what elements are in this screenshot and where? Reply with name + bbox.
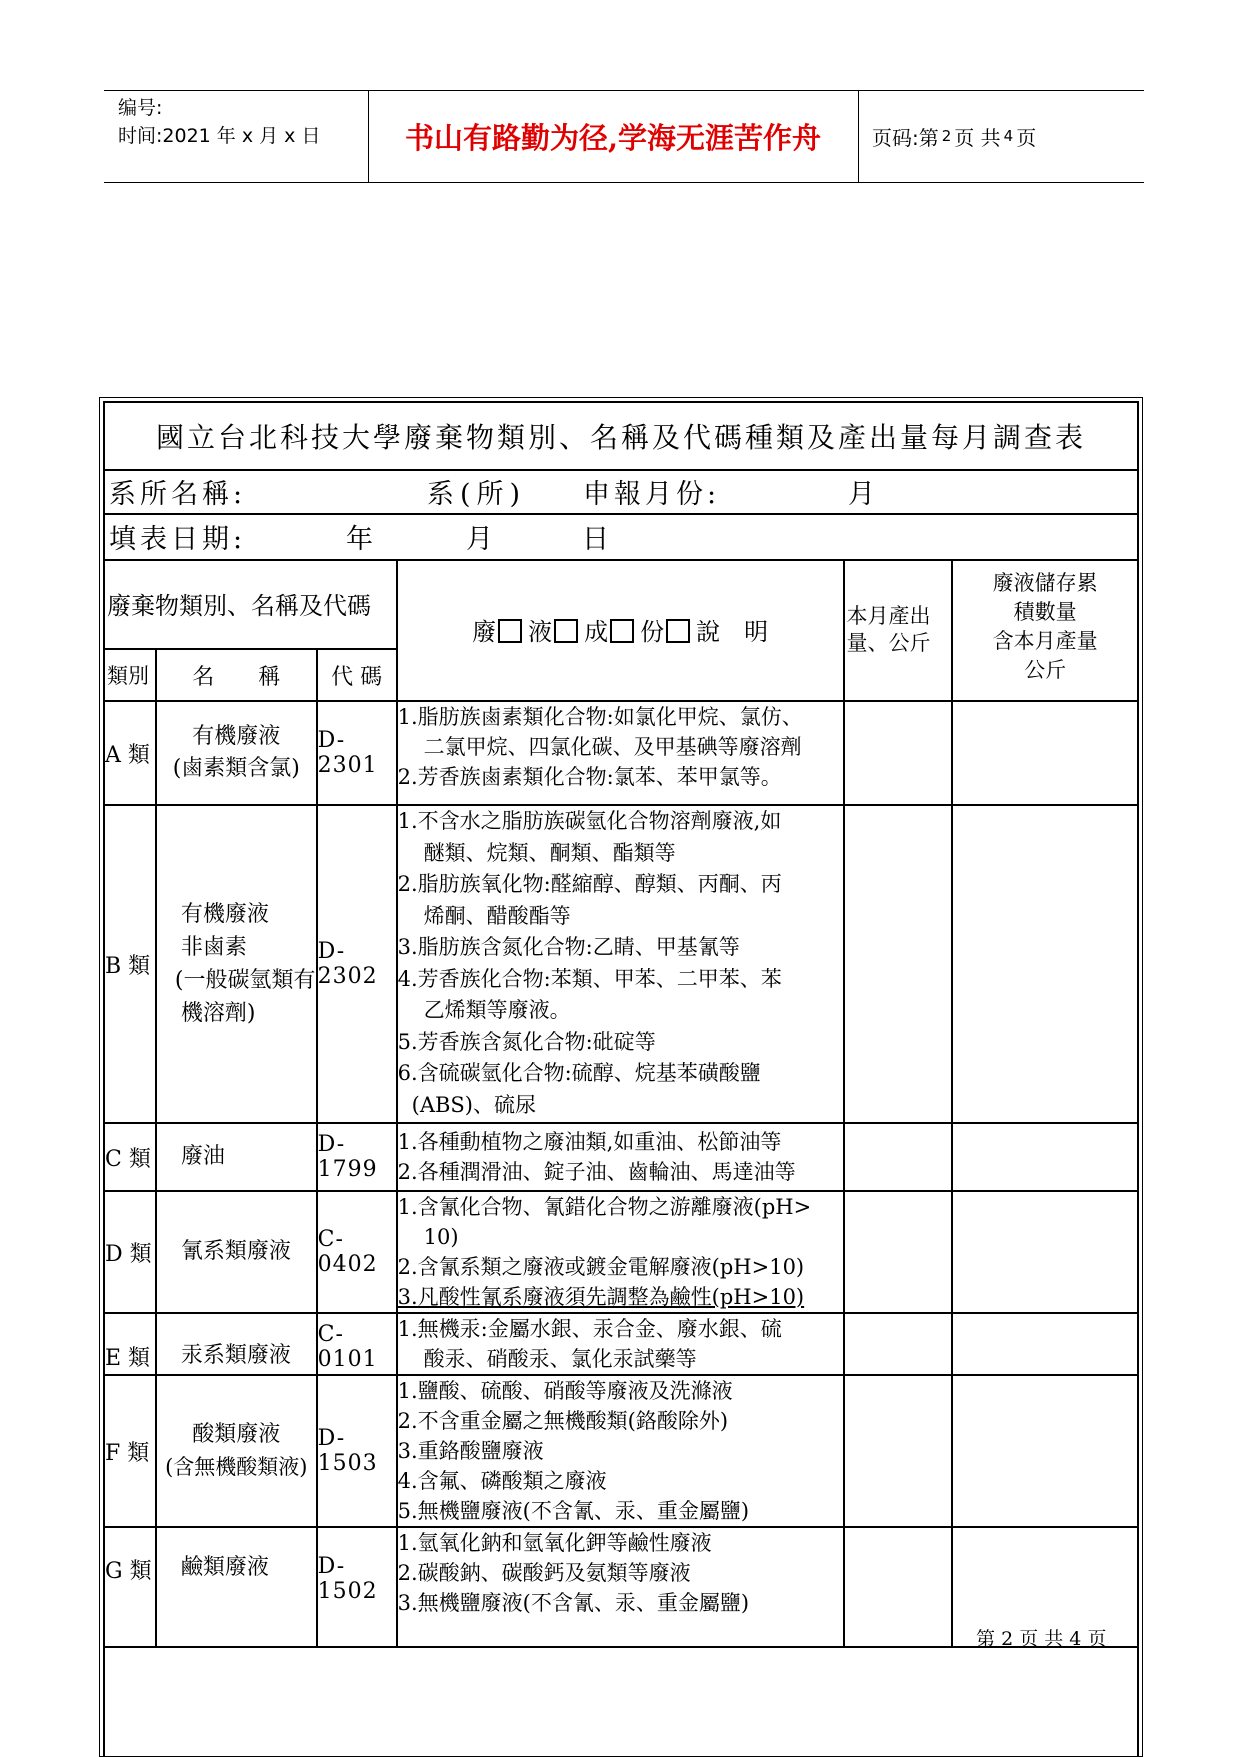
head-name: 名 稱 [156, 649, 317, 701]
desc-cell [397, 1527, 844, 1647]
class-cell: F 類 [105, 1375, 156, 1527]
class-cell: D 類 [105, 1191, 156, 1313]
footer-total: 4 [1069, 1628, 1082, 1650]
month-output-cell[interactable] [844, 1123, 953, 1191]
table-row [105, 1123, 1137, 1191]
desc-line: 酸汞、硝酸汞、氯化汞試藥等 [423, 1347, 697, 1371]
desc-cell [397, 805, 844, 1123]
code-cell: D-2301 [317, 701, 397, 805]
checkbox-square [666, 619, 690, 643]
header-bottom-rule [104, 182, 1144, 183]
year-unit: 年 [346, 523, 373, 555]
name-line: 機溶劑) [180, 1001, 256, 1026]
name-cell: 鹼類廢液 [156, 1527, 317, 1647]
page-num: 2 [941, 127, 952, 145]
table-row [105, 701, 1137, 805]
desc-line: 3.凡酸性氰系廢液須先調整為鹼性(pH>10) [397, 1285, 805, 1309]
footer-num: 2 [1001, 1628, 1014, 1650]
header-page-number [872, 90, 1036, 182]
storage-cell[interactable] [952, 1191, 1137, 1313]
storage-cell[interactable] [952, 1375, 1137, 1527]
desc-cell [397, 1375, 844, 1527]
name-cell [156, 701, 317, 805]
month-output-cell[interactable] [844, 1527, 953, 1647]
desc-line: 2.含氰系類之廢液或鍍金電解廢液(pH>10) [397, 1255, 805, 1279]
desc-line: 1.氫氧化鈉和氫氧化鉀等鹼性廢液 [397, 1531, 712, 1555]
head-desc [397, 559, 844, 701]
report-month-label: 申報月份: [583, 478, 721, 510]
head-store-line: 公斤 [1024, 658, 1067, 682]
desc-cell [397, 1191, 844, 1313]
desc-line: 2.各種潤滑油、錠子油、齒輪油、馬達油等 [397, 1160, 796, 1184]
name-line: 有機廢液 [180, 902, 269, 927]
desc-line: 4.含氟、磷酸類之廢液 [397, 1469, 607, 1493]
desc-cell [397, 701, 844, 805]
desc-line: 4.芳香族化合物:苯類、甲苯、二甲苯、苯 [397, 966, 782, 991]
desc-line: 2.芳香族鹵素類化合物:氯苯、苯甲氯等。 [397, 765, 782, 789]
footer-prefix: 第 [976, 1628, 996, 1650]
class-cell: B 類 [105, 805, 156, 1123]
name-line: (鹵素類含氯) [172, 756, 300, 781]
motto: 书山有路勤为径,学海无涯苦作舟 [404, 120, 822, 155]
dept-unit: 系(所) [427, 478, 527, 510]
head-class: 類別 [105, 649, 156, 701]
desc-line: 3.脂肪族含氮化合物:乙睛、甲基氰等 [397, 935, 740, 959]
header-meta [118, 94, 320, 150]
class-cell: E 類 [105, 1313, 156, 1375]
serial-label: 编号: [118, 97, 163, 119]
head-month-output [844, 559, 953, 701]
head-desc-part: 液 [528, 618, 553, 646]
desc-line: 3.重鉻酸鹽廢液 [397, 1439, 544, 1463]
code-cell: D-1799 [317, 1123, 397, 1191]
class-cell: G 類 [105, 1527, 156, 1647]
month-unit: 月 [466, 523, 493, 555]
month-output-cell[interactable] [844, 1375, 953, 1527]
name-cell [156, 1375, 317, 1527]
day-unit: 日 [582, 523, 609, 555]
head-storage [952, 559, 1137, 701]
page-mid: 页 共 [954, 125, 1001, 150]
storage-cell[interactable] [952, 1123, 1137, 1191]
storage-cell[interactable] [952, 805, 1137, 1123]
survey-form [99, 397, 1143, 1757]
month-output-cell[interactable] [844, 701, 953, 805]
desc-line: 1.含氰化合物、氰錯化合物之游離廢液(pH> [397, 1195, 812, 1219]
table-row [105, 1375, 1137, 1527]
desc-line: 1.不含水之脂肪族碳氫化合物溶劑廢液,如 [397, 809, 782, 833]
table-row [105, 1313, 1137, 1375]
table-row [105, 1191, 1137, 1313]
desc-line: 二氯甲烷、四氯化碳、及甲基碘等廢溶劑 [423, 735, 802, 759]
fill-date-label: 填表日期: [109, 523, 247, 555]
waste-table [105, 559, 1137, 1648]
form-title: 國立台北科技大學廢棄物類別、名稱及代碼種類及產出量每月調查表 [105, 403, 1137, 471]
desc-line: 5.無機鹽廢液(不含氰、汞、重金屬鹽) [397, 1499, 750, 1523]
desc-line: 烯酮、醋酸酯等 [423, 903, 571, 928]
head-store-line: 含本月產量 [992, 629, 1098, 653]
class-cell: C 類 [105, 1123, 156, 1191]
name-line: 有機廢液 [192, 724, 281, 749]
desc-line: 醚類、烷類、酮類、酯類等 [423, 840, 676, 865]
name-cell [156, 805, 317, 1123]
fill-date-row [105, 513, 1137, 561]
code-cell: D-2302 [317, 805, 397, 1123]
checkbox-square [554, 619, 578, 643]
page-total: 4 [1003, 127, 1014, 145]
name-line: (一般碳氫類有 [174, 968, 316, 993]
desc-line: 1.鹽酸、硫酸、硝酸等廢液及洗滌液 [397, 1379, 733, 1403]
code-cell: C-0402 [317, 1191, 397, 1313]
page-footer [976, 1624, 1106, 1651]
desc-line: 6.含硫碳氫化合物:硫醇、烷基苯磺酸鹽 [397, 1061, 761, 1085]
head-month-line: 本月產出 [846, 604, 931, 628]
name-line: 非鹵素 [180, 935, 247, 960]
head-desc-part: 份 [640, 618, 665, 646]
time-label: 时间:2021 年 x 月 x 日 [118, 125, 321, 147]
code-cell: D-1502 [317, 1527, 397, 1647]
desc-line: 2.不含重金屬之無機酸類(鉻酸除外) [397, 1409, 729, 1433]
desc-line: 5.芳香族含氮化合物:砒碇等 [397, 1029, 656, 1054]
month-output-cell[interactable] [844, 1191, 953, 1313]
name-line: 酸類廢液 [192, 1422, 281, 1447]
page-prefix: 页码:第 [872, 125, 939, 150]
desc-line: 1.無機汞:金屬水銀、汞合金、廢水銀、硫 [397, 1317, 782, 1341]
code-cell: C-0101 [317, 1313, 397, 1375]
form-inner-frame [103, 401, 1139, 1756]
code-cell: D-1503 [317, 1375, 397, 1527]
name-line: (含無機酸類液) [165, 1455, 308, 1479]
name-cell: 汞系類廢液 [156, 1313, 317, 1375]
head-store-line: 廢液儲存累 [992, 571, 1098, 595]
storage-cell[interactable] [952, 1313, 1137, 1375]
desc-line: 1.脂肪族鹵素類化合物:如氯化甲烷、氯仿、 [397, 705, 803, 729]
desc-cell [397, 1313, 844, 1375]
desc-line: 2.脂肪族氧化物:醛縮醇、醇類、丙酮、丙 [397, 872, 782, 896]
name-cell: 廢油 [156, 1123, 317, 1191]
desc-cell [397, 1123, 844, 1191]
checkbox-square [610, 619, 634, 643]
head-group: 廢棄物類別、名稱及代碼 [105, 559, 397, 649]
desc-line: 3.無機鹽廢液(不含氰、汞、重金屬鹽) [397, 1591, 750, 1615]
head-store-line: 積數量 [1013, 600, 1077, 624]
footer-suffix: 页 [1087, 1628, 1107, 1650]
storage-cell[interactable] [952, 701, 1137, 805]
month-output-cell[interactable] [844, 1313, 953, 1375]
head-code: 代 碼 [317, 649, 397, 701]
header-divider [858, 90, 859, 182]
head-desc-part: 廢 [472, 618, 497, 646]
desc-line: 2.碳酸鈉、碳酸鈣及氨類等廢液 [397, 1561, 691, 1585]
desc-line: 10) [423, 1225, 459, 1249]
name-cell: 氰系類廢液 [156, 1191, 317, 1313]
desc-line: 1.各種動植物之廢油類,如重油、松節油等 [397, 1130, 782, 1154]
month-output-cell[interactable] [844, 805, 953, 1123]
desc-line: 乙烯類等廢液。 [423, 998, 571, 1022]
head-desc-part: 說 明 [696, 618, 769, 646]
checkbox-square [498, 619, 522, 643]
head-month-line: 量、公斤 [846, 631, 931, 655]
dept-label: 系所名稱: [109, 478, 247, 510]
class-cell: A 類 [105, 701, 156, 805]
desc-line: (ABS)、硫尿 [411, 1092, 536, 1117]
footer-mid: 页 共 [1019, 1628, 1064, 1650]
report-month-unit: 月 [848, 478, 875, 510]
dept-row [105, 469, 1137, 515]
page-suffix: 页 [1016, 125, 1037, 150]
head-desc-part: 成 [584, 618, 609, 646]
table-row [105, 805, 1137, 1123]
